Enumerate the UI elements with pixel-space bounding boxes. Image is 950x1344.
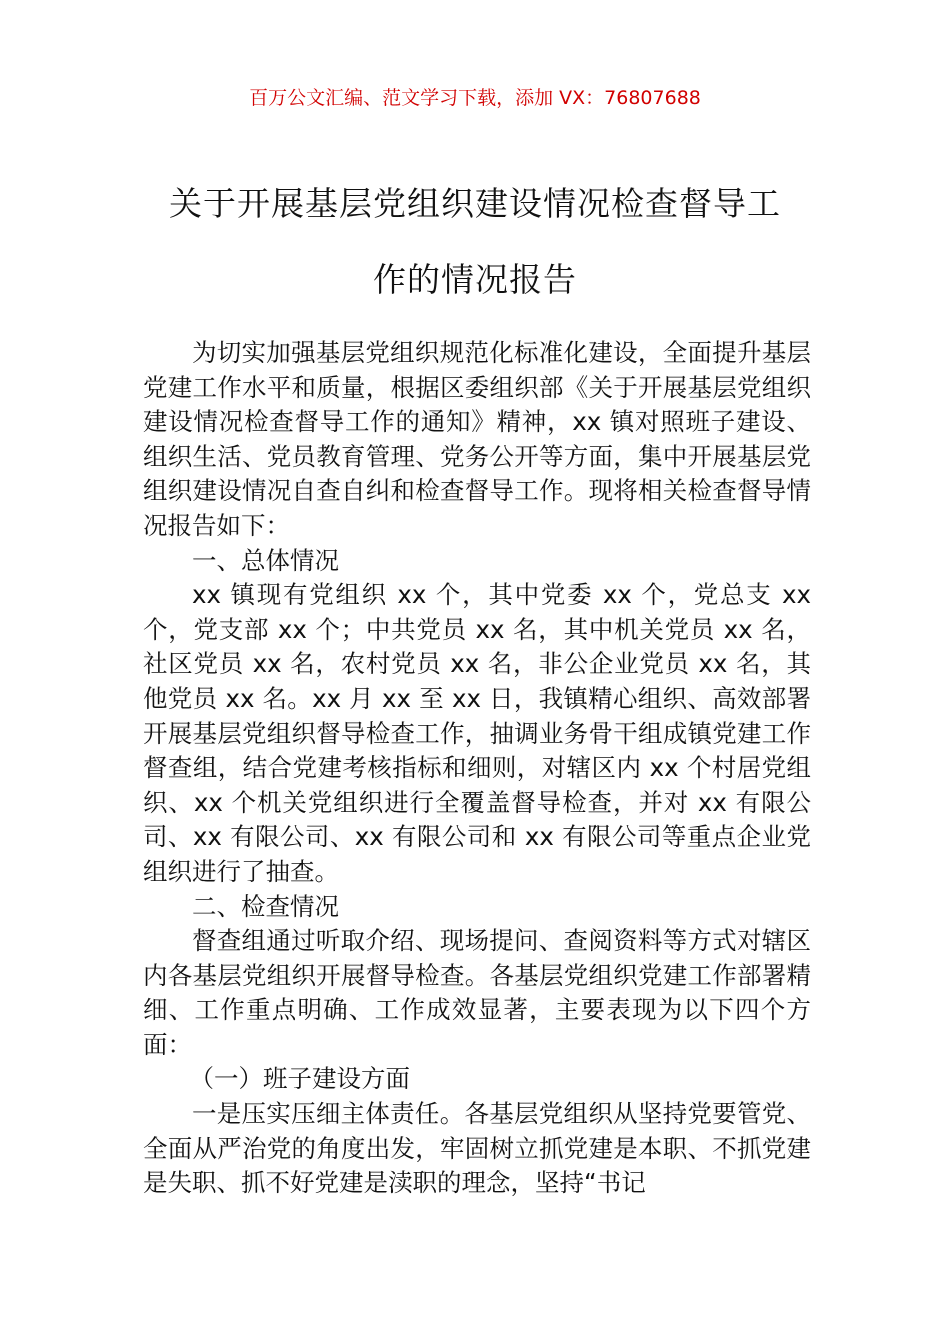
subsection-heading-team-building: （一）班子建设方面: [189, 1064, 411, 1094]
section-heading-overview: 一、总体情况: [192, 545, 339, 575]
section-heading-inspection: 二、检查情况: [192, 891, 339, 921]
watermark-text: 百万公文汇编、范文学习下载，添加 VX：76807688: [249, 87, 701, 109]
intro-paragraph: 为切实加强基层党组织规范化标准化建设，全面提升基层党建工作水平和质量，根据区委组织部《关于开展基层党组织建设情况检查督导工作的通知》精神，xx 镇对照班子建设、组织生活、党员教育管理、党务公开等方面，集中开展基层党组织建设情况自查自纠和检查督导工作。现将相关检查督导情况报告如下：: [143, 338, 811, 540]
title-line-1: 关于开展基层党组织建设情况检查督导工: [169, 184, 781, 223]
document-body: [143, 336, 811, 1201]
document-title: [120, 166, 830, 318]
team-building-paragraph: 一是压实压细主体责任。各基层党组织从坚持党要管党、全面从严治党的角度出发，牢固树立抓党建是本职、不抓党建是失职、抓不好党建是渎职的理念，坚持“书记: [143, 1099, 811, 1198]
overview-paragraph: xx 镇现有党组织 xx 个，其中党委 xx 个，党总支 xx 个，党支部 xx 个；中共党员 xx 名，其中机关党员 xx 名，社区党员 xx 名，农村党员 xx 名，非公企业党员 xx 名，其他党员 xx 名。xx 月 xx 至 xx 日，我镇精心组织、高效部署开展基层党组织督导检查工作，抽调业务骨干组成镇党建工作督查组，结合党建考核指标和细则，对辖区内 xx 个村居党组织、xx 个机关党组织进行全覆盖督导检查，并对 xx 有限公司、xx 有限公司、xx 有限公司和 xx 有限公司等重点企业党组织进行了抽查。: [143, 580, 811, 886]
inspection-paragraph: 督查组通过听取介绍、现场提问、查阅资料等方式对辖区内各基层党组织开展督导检查。各基层党组织党建工作部署精细、工作重点明确、工作成效显著，主要表现为以下四个方面：: [143, 926, 811, 1059]
title-line-2: 作的情况报告: [373, 260, 577, 299]
